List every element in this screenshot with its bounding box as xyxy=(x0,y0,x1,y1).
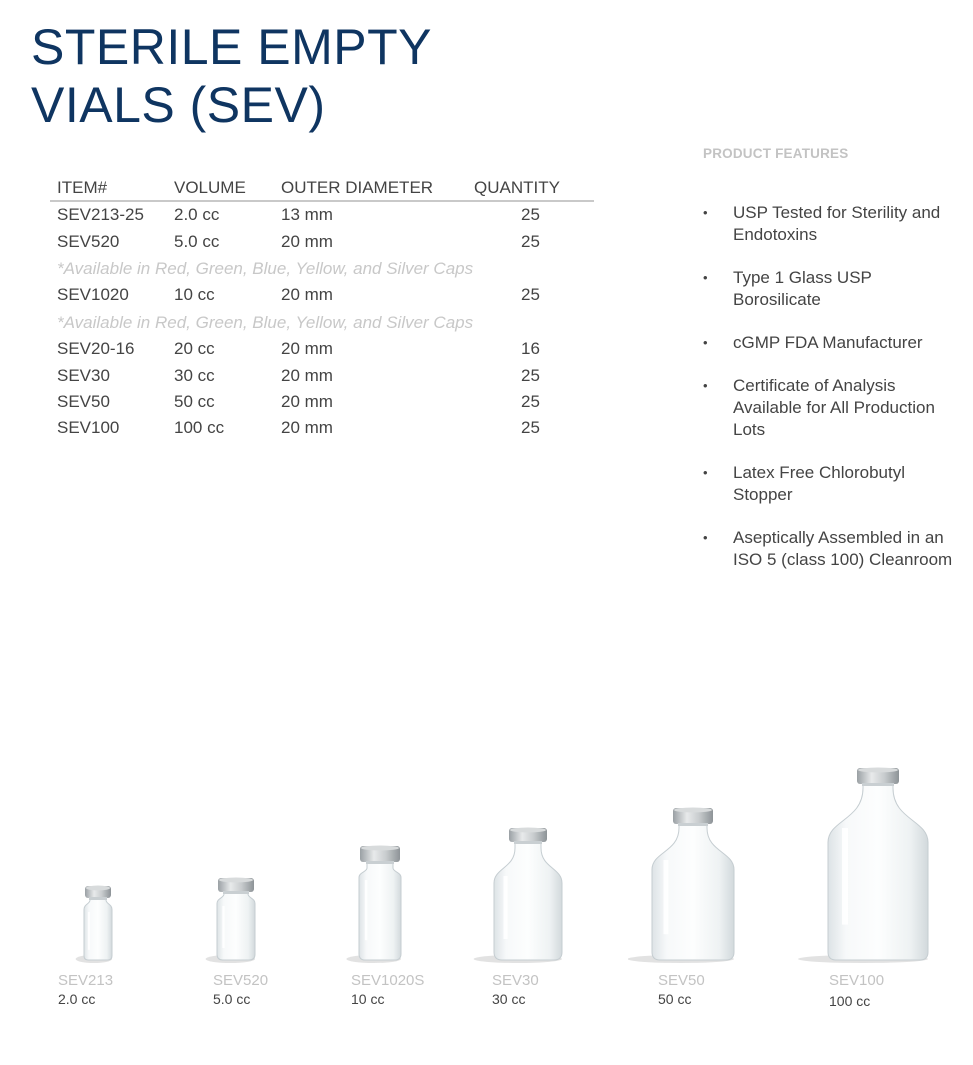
page-title-line-1: STERILE EMPTY xyxy=(31,19,433,75)
cell-qty: 25 xyxy=(521,205,540,225)
bullet-icon: • xyxy=(703,530,708,545)
cell-volume: 10 cc xyxy=(174,285,215,305)
vial-image xyxy=(340,844,430,964)
header-volume: VOLUME xyxy=(167,176,274,201)
cell-volume: 5.0 cc xyxy=(174,231,220,251)
cell-qty: 25 xyxy=(521,231,540,251)
feature-item xyxy=(703,527,953,571)
cell-qty: 25 xyxy=(521,285,540,305)
vial-volume: 10 cc xyxy=(351,991,385,1007)
vial-code: SEV520 xyxy=(213,972,269,989)
table-row xyxy=(50,389,594,415)
header-outer-diameter: OUTER DIAMETER xyxy=(274,176,467,201)
cell-item: SEV30 xyxy=(57,365,110,385)
cell-qty: 16 xyxy=(521,339,540,359)
cell-item: SEV520 xyxy=(57,231,120,251)
cell-od: 20 mm xyxy=(281,231,333,251)
table-row xyxy=(50,336,594,362)
cell-item: SEV1020 xyxy=(57,285,129,305)
cell-item: SEV20-16 xyxy=(57,339,135,359)
feature-text: Certificate of Analysis Available for All Production Lots xyxy=(733,376,935,439)
features-list xyxy=(703,202,953,592)
vial-code: SEV50 xyxy=(658,972,705,989)
cell-volume: 30 cc xyxy=(174,365,215,385)
vial-volume: 50 cc xyxy=(658,991,692,1007)
cell-od: 20 mm xyxy=(281,418,333,438)
cell-item: SEV100 xyxy=(57,418,120,438)
vial-code: SEV213 xyxy=(58,972,114,989)
vial-code: SEV1020S xyxy=(351,972,425,989)
cell-volume: 100 cc xyxy=(174,418,225,438)
table-note-row xyxy=(50,255,594,282)
cell-volume: 50 cc xyxy=(174,391,215,411)
vial-volume: 5.0 cc xyxy=(213,991,251,1007)
page-title-line-2: VIALS (SEV) xyxy=(31,77,326,133)
vial-volume: 30 cc xyxy=(492,991,526,1007)
cell-qty: 25 xyxy=(521,391,540,411)
cell-item: SEV213-25 xyxy=(57,205,144,225)
feature-item xyxy=(703,332,953,354)
feature-text: Aseptically Assembled in an ISO 5 (class 100) Cleanroom xyxy=(733,528,953,569)
cell-volume: 2.0 cc xyxy=(174,205,220,225)
features-heading: PRODUCT FEATURES xyxy=(703,146,849,161)
table-row xyxy=(50,201,594,228)
feature-text: Type 1 Glass USP Borosilicate xyxy=(733,268,872,309)
bullet-icon: • xyxy=(703,378,708,393)
table-row xyxy=(50,228,594,254)
feature-item xyxy=(703,375,953,441)
feature-item xyxy=(703,202,953,246)
spec-table xyxy=(50,176,594,442)
vial-code: SEV30 xyxy=(492,972,539,989)
cell-od: 13 mm xyxy=(281,205,333,225)
table-header-row xyxy=(50,176,594,201)
cell-volume: 20 cc xyxy=(174,339,215,359)
vial-volume: 100 cc xyxy=(829,993,871,1009)
cell-od: 20 mm xyxy=(281,339,333,359)
header-item: ITEM# xyxy=(50,176,167,201)
cap-color-note: *Available in Red, Green, Blue, Yellow, and Silver Caps xyxy=(57,312,474,332)
vial-volume: 2.0 cc xyxy=(58,991,96,1007)
vial-image xyxy=(786,764,936,964)
cell-item: SEV50 xyxy=(57,391,110,411)
vial-image xyxy=(68,884,128,964)
vial-code: SEV100 xyxy=(829,972,885,989)
bullet-icon: • xyxy=(703,335,708,350)
page-title xyxy=(31,18,432,134)
vial-image xyxy=(200,876,280,964)
feature-text: Latex Free Chlorobutyl Stopper xyxy=(733,463,905,504)
table-row xyxy=(50,282,594,308)
cell-od: 20 mm xyxy=(281,391,333,411)
table-row xyxy=(50,415,594,441)
cap-color-note: *Available in Red, Green, Blue, Yellow, and Silver Caps xyxy=(57,258,474,278)
feature-item xyxy=(703,462,953,506)
cell-od: 20 mm xyxy=(281,285,333,305)
cell-qty: 25 xyxy=(521,365,540,385)
vial-image xyxy=(465,824,575,964)
table-row xyxy=(50,362,594,388)
table-note-row xyxy=(50,309,594,336)
cell-od: 20 mm xyxy=(281,365,333,385)
bullet-icon: • xyxy=(703,205,708,220)
bullet-icon: • xyxy=(703,270,708,285)
header-quantity: QUANTITY xyxy=(467,176,594,201)
cell-qty: 25 xyxy=(521,418,540,438)
vial-image xyxy=(628,804,748,964)
feature-text: USP Tested for Sterility and Endotoxins xyxy=(733,203,941,244)
feature-text: cGMP FDA Manufacturer xyxy=(733,333,923,352)
feature-item xyxy=(703,267,953,311)
bullet-icon: • xyxy=(703,465,708,480)
